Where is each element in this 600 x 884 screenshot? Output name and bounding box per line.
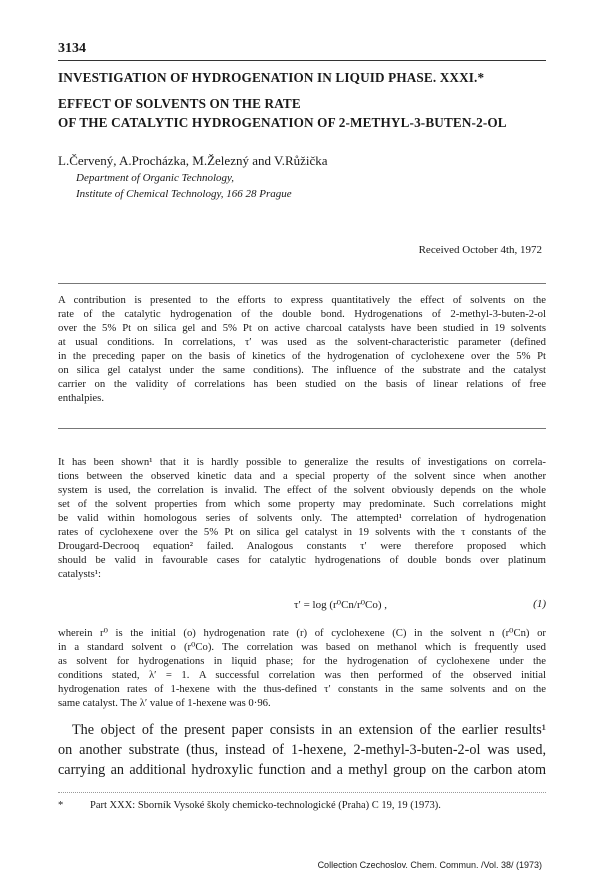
body-line: carrying an additional hydroxylic function and a methyl group on the carbon atom — [58, 762, 546, 778]
intro-line: catalysts¹: — [58, 567, 101, 580]
footnote-rule — [58, 792, 546, 793]
intro-line: tions between the observed kinetic data and a special property of the solvent since when another — [58, 469, 546, 482]
authors: L.Červený, A.Procházka, M.Železný and V.Růžička — [58, 153, 328, 168]
intro-paragraph — [58, 456, 546, 582]
abstract-line: rate of the catalytic hydrogenation of the double bond. Hydrogenations of 2-methyl-3-buten-2-ol — [58, 307, 546, 320]
intro-line: Drougard-Decrooq equation² failed. Analogous constants τ′ were therefore proposed which — [58, 539, 546, 552]
abstract-line: carrier on the validity of correlations has been studied on the basis of linear relations of free — [58, 377, 546, 390]
definition-paragraph — [58, 627, 546, 711]
title-line-2: EFFECT OF SOLVENTS ON THE RATE — [58, 96, 301, 111]
abstract-rule-top — [58, 283, 546, 284]
footnote — [58, 800, 441, 811]
definition-line: as solvent for hydrogenations in liquid phase; for the hydrogenation of cyclohexene under the — [58, 654, 546, 667]
equation-number: (1) — [533, 598, 546, 610]
body-line: on another substrate (thus, instead of 1-hexene, 2-methyl-3-buten-2-ol was used, — [58, 742, 546, 758]
intro-line: rates of cyclohexene over the 5% Pt on silica gel catalyst in 19 solvents with the τ constants of the — [58, 525, 546, 538]
abstract — [58, 294, 546, 406]
intro-line: be valid within homologous series of solvents only. The attempted¹ correlation of hydrogenation — [58, 511, 546, 524]
body-paragraph — [58, 720, 546, 780]
abstract-line: on silica gel catalyst under the same conditions). The influence of the substrate and the catalyst — [58, 363, 546, 376]
definition-line: wherein r⁰ is the initial (o) hydrogenation rate (r) of cyclohexene (C) in the solvent n (r⁰Cn) or — [58, 627, 546, 639]
abstract-line: in the preceding paper on the basis of kinetics of the hydrogenation of cyclohexene over the 5% Pt — [58, 349, 546, 362]
footnote-text: Part XXX: Sborník Vysoké školy chemicko-technologické (Praha) C 19, 19 (1973). — [90, 800, 441, 811]
definition-line: same catalyst. The λ′ value of 1-hexene was 0·96. — [58, 696, 271, 709]
abstract-rule-bottom — [58, 428, 546, 429]
page-number: 3134 — [58, 41, 86, 56]
intro-line: system is used, the correlation is invalid. The effect of the solvent obviously depends on the whole — [58, 483, 546, 496]
title-line-3: OF THE CATALYTIC HYDROGENATION OF 2-METHYL-3-BUTEN-2-OL — [58, 115, 507, 130]
abstract-line: at usual conditions. In correlations, τ′ was used as the solvent-characteristic parameter (defined — [58, 335, 546, 348]
journal-footer: Collection Czechoslov. Chem. Commun. /Vol. 38/ (1973) — [317, 860, 542, 870]
definition-line: in a standard solvent o (r⁰Co). The correlation was based on methanol which is frequently used — [58, 640, 546, 653]
title-line-1: INVESTIGATION OF HYDROGENATION IN LIQUID PHASE. XXXI.* — [58, 70, 485, 85]
definition-line: hydrogenation rates of 1-hexene with the thus-defined τ′ constants in the same solvents and on the — [58, 682, 546, 695]
body-line: The object of the present paper consists in an extension of the earlier results¹ — [72, 722, 546, 738]
equation-body: τ′ = log (r⁰Cn/r⁰Co) , — [294, 599, 388, 611]
received-date: Received October 4th, 1972 — [418, 244, 542, 256]
definition-line: conditions stated, λ′ = 1. A successful correlation was then performed of the observed initial — [58, 668, 546, 681]
abstract-line: A contribution is presented to the efforts to express quantitatively the effect of solvents on the — [58, 294, 546, 306]
affiliation-department: Department of Organic Technology, — [76, 172, 235, 184]
intro-line: should be valid in favourable cases for catalytic hydrogenations of double bonds over platinum — [58, 553, 546, 566]
intro-line: set of the solvent properties from which some property may predominate. Such correlations might — [58, 497, 546, 510]
intro-line: It has been shown¹ that it is hardly possible to generalize the results of investigations on correla- — [58, 456, 546, 468]
header-rule — [58, 60, 546, 61]
abstract-line: enthalpies. — [58, 391, 105, 404]
affiliation-institute: Institute of Chemical Technology, 166 28 Prague — [76, 188, 292, 200]
footnote-marker: * — [58, 800, 64, 811]
abstract-line: over the 5% Pt on silica gel and 5% Pt on active charcoal catalysts have been studied in 19 solvents — [58, 321, 546, 334]
